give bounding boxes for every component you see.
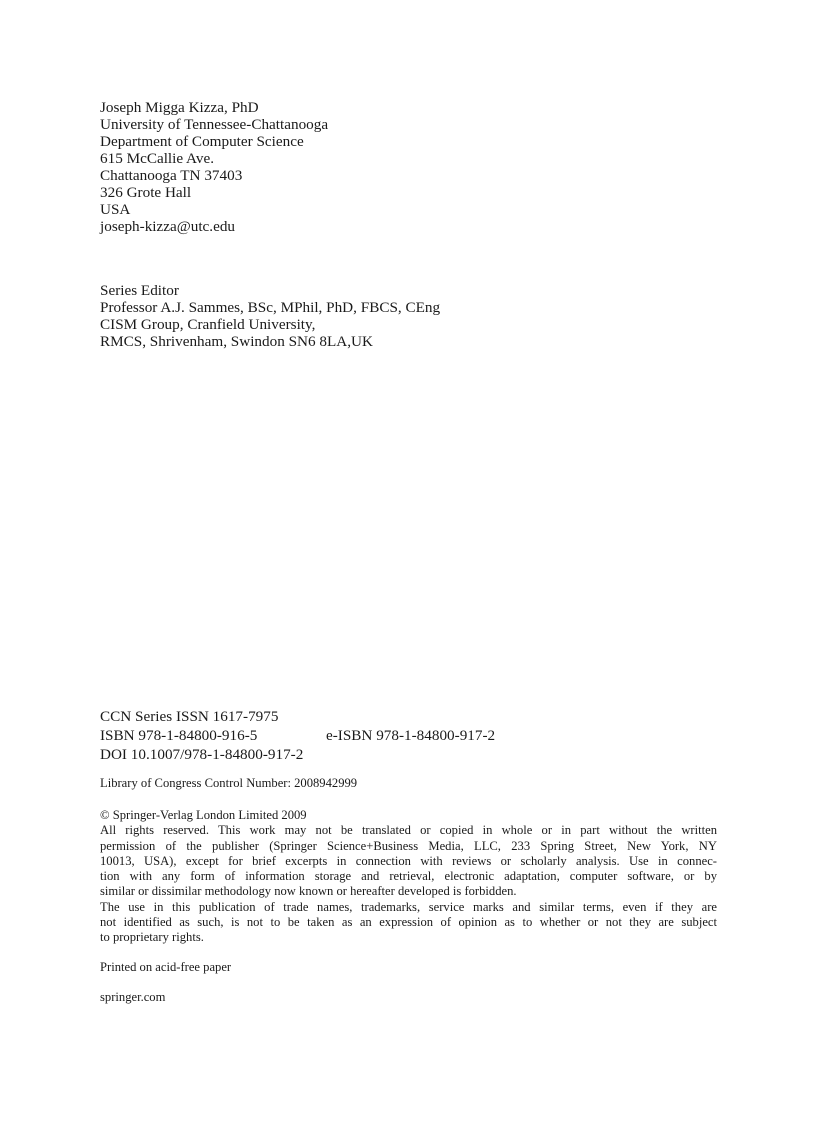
rights-line: All rights reserved. This work may not be translated or copied in whole or in part without the written xyxy=(100,823,717,838)
author-name: Joseph Migga Kizza, PhD xyxy=(100,99,259,116)
isbn: ISBN 978-1-84800-916-5 xyxy=(100,727,258,744)
author-room: 326 Grote Hall xyxy=(100,184,192,201)
doi: DOI 10.1007/978-1-84800-917-2 xyxy=(100,746,304,763)
rights-line: 10013, USA), except for brief excerpts in connection with reviews or scholarly analysis. Use in connec- xyxy=(100,853,717,868)
eisbn: e-ISBN 978-1-84800-917-2 xyxy=(326,727,496,744)
identifiers xyxy=(100,708,540,765)
trademark-line: to proprietary rights. xyxy=(100,930,204,945)
author-email: joseph-kizza@utc.edu xyxy=(100,218,236,235)
lccn: Library of Congress Control Number: 2008942999 xyxy=(100,776,358,790)
author-address xyxy=(100,99,328,235)
author-department: Department of Computer Science xyxy=(100,133,304,150)
author-street: 615 McCallie Ave. xyxy=(100,150,215,167)
issn: CCN Series ISSN 1617-7975 xyxy=(100,708,279,725)
publisher-website: springer.com xyxy=(100,990,166,1004)
rights-line: tion with any form of information storage and retrieval, electronic adaptation, computer software, or by xyxy=(100,869,717,884)
printed-note: Printed on acid-free paper xyxy=(100,960,232,974)
rights-line: similar or dissimilar methodology now known or hereafter developed is forbidden. xyxy=(100,884,517,899)
series-editor-heading: Series Editor xyxy=(100,282,179,299)
rights-line: permission of the publisher (Springer Science+Business Media, LLC, 233 Spring Street, New York, NY xyxy=(100,838,717,853)
series-editor-group: CISM Group, Cranfield University, xyxy=(100,316,316,333)
trademark-line: The use in this publication of trade names, trademarks, service marks and similar terms, even if they are xyxy=(100,899,717,914)
author-country: USA xyxy=(100,201,131,218)
trademark-line: not identified as such, is not to be taken as an expression of opinion as to whether or not they are subject xyxy=(100,915,717,930)
copyright-line: © Springer-Verlag London Limited 2009 xyxy=(100,808,307,822)
series-editor xyxy=(100,282,440,350)
rights-notice xyxy=(100,808,717,946)
author-city: Chattanooga TN 37403 xyxy=(100,167,243,184)
author-university: University of Tennessee-Chattanooga xyxy=(100,116,329,133)
series-editor-name: Professor A.J. Sammes, BSc, MPhil, PhD, FBCS, CEng xyxy=(100,299,441,316)
series-editor-address: RMCS, Shrivenham, Swindon SN6 8LA,UK xyxy=(100,333,373,350)
